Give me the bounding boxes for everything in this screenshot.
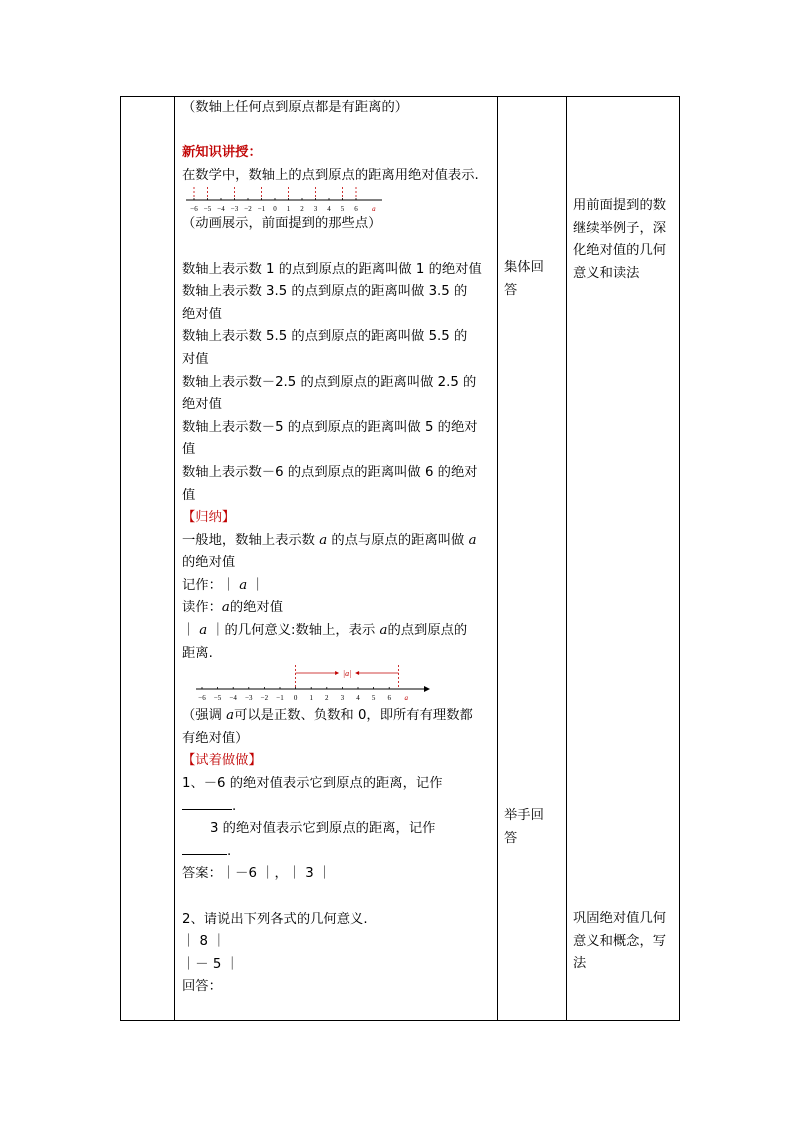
question-2-item: ｜ 8 ｜ — [182, 934, 226, 950]
tick-label: 0 — [273, 205, 277, 214]
variable-a: a — [199, 623, 208, 639]
tick-label: −1 — [257, 205, 266, 214]
example-line: 数轴上表示数－2.5 的点到原点的距离叫做 2.5 的 — [182, 374, 477, 390]
design-note-2 — [573, 908, 666, 976]
intent-text: 用前面提到的数 — [573, 198, 667, 213]
reading-text: 的绝对值 — [229, 600, 284, 616]
geo-text: ｜ — [182, 623, 196, 639]
number-line-1-figure — [184, 187, 384, 213]
summary-heading: 【归纳】 — [182, 510, 236, 526]
variable-a: a — [226, 708, 235, 724]
raise-hand-note — [504, 805, 544, 850]
end-label: a — [404, 694, 409, 703]
collective-answer-note — [504, 257, 544, 302]
tick-label: −6 — [198, 694, 206, 703]
question-2-answer: 回答： — [182, 979, 222, 995]
emphasis-line-2: 有绝对值） — [182, 730, 249, 746]
example-line: 绝对值 — [182, 306, 222, 322]
animation-note: （动画展示，前面提到的那些点） — [182, 216, 382, 232]
tick-label: 2 — [300, 205, 304, 214]
answer-blank[interactable] — [182, 796, 232, 810]
variable-a: a — [221, 600, 230, 616]
example-line: 绝对值 — [182, 397, 222, 413]
example-line: 数轴上表示数 3.5 的点到原点的距离叫做 3.5 的 — [182, 284, 468, 300]
tick-label: −1 — [276, 694, 284, 703]
activity-text: 举手回 — [504, 808, 544, 823]
geometric-meaning-line-2: 距离. — [182, 645, 213, 661]
activity-text: 集体回 — [504, 260, 544, 275]
intro-note: （数轴上任何点到原点都是有距离的） — [182, 100, 409, 115]
tick-label: −5 — [203, 205, 212, 214]
number-line-2 — [182, 665, 493, 705]
intent-text: 巩固绝对值几何 — [573, 911, 667, 926]
student-activity-cell — [498, 97, 566, 1020]
tick-label: −5 — [213, 694, 222, 703]
new-knowledge-heading: 新知识讲授： — [182, 145, 262, 161]
intent-text: 法 — [573, 956, 587, 972]
tick-label: −3 — [245, 694, 253, 703]
example-line: 值 — [182, 442, 196, 458]
geometric-meaning-line — [182, 620, 493, 643]
notation-text: 记作：｜ — [182, 577, 236, 593]
tick-label: −2 — [244, 205, 252, 214]
summary-line — [182, 530, 493, 553]
tick-label: 3 — [340, 694, 345, 703]
variable-a: a — [239, 577, 248, 593]
intent-text: 意义和概念，写 — [573, 933, 667, 949]
definition-line: 在数学中，数轴上的点到原点的距离用绝对值表示. — [182, 167, 479, 183]
intent-text: 化绝对值的几何 — [573, 243, 667, 259]
number-line-2-figure — [196, 665, 436, 703]
intent-text: 意义和读法 — [573, 265, 640, 281]
example-line: 对值 — [182, 351, 209, 367]
intent-text: 继续举例子，深 — [573, 220, 667, 236]
example-line: 数轴上表示数 1 的点到原点的距离叫做 1 的绝对值 — [182, 261, 482, 277]
number-line-1 — [182, 187, 493, 213]
tick-label: −2 — [260, 694, 269, 703]
example-line: 值 — [182, 487, 196, 503]
variable-a: a — [319, 532, 328, 548]
variable-a: a — [468, 532, 477, 548]
question-1-part-2: 3 的绝对值表示它到原点的距离，记作 — [210, 821, 436, 837]
design-intent-cell — [567, 97, 679, 1020]
notation-line — [182, 575, 493, 598]
arrow-head — [335, 671, 339, 675]
axis-arrow — [424, 686, 430, 692]
design-note-1 — [573, 195, 666, 285]
teaching-content-cell — [175, 97, 497, 1020]
tick-label: −6 — [190, 205, 198, 214]
emphasis-line — [182, 705, 493, 728]
tick-label: 5 — [340, 205, 345, 214]
example-line: 数轴上表示数 5.5 的点到原点的距离叫做 5.5 的 — [182, 329, 468, 345]
tick-label: 1 — [309, 694, 313, 703]
question-2: 2、请说出下列各式的几何意义. — [182, 911, 368, 927]
end-label: a — [372, 205, 376, 214]
abs-a-label: |a| — [342, 669, 352, 679]
activity-text: 答 — [504, 282, 518, 298]
tick-label: 3 — [313, 205, 318, 214]
summary-text: 的点与原点的距离叫做 — [327, 532, 469, 548]
tick-label: 4 — [327, 205, 331, 214]
emphasis-text: 可以是正数、负数和 0，即所有有理数都 — [234, 708, 473, 724]
arrow-head — [355, 671, 359, 675]
period: . — [227, 843, 232, 859]
tick-label: 5 — [371, 694, 376, 703]
try-heading: 【试着做做】 — [182, 753, 262, 769]
tick-label: 0 — [293, 694, 298, 703]
question-1-blank-line — [182, 796, 493, 819]
tick-label: −3 — [230, 205, 239, 214]
tick-label: 6 — [354, 205, 358, 214]
tick-label: 4 — [356, 694, 360, 703]
tick-label: 2 — [325, 694, 329, 703]
answer-line: 答案：｜－6 ｜，｜ 3 ｜ — [182, 866, 332, 882]
variable-a: a — [379, 623, 388, 639]
reading-text: 读作： — [182, 600, 222, 616]
reading-line — [182, 597, 493, 620]
question-1-blank-line-2 — [182, 841, 493, 864]
geo-text: ｜的几何意义:数轴上，表示 — [211, 623, 380, 639]
geo-text: 的点到原点的 — [387, 623, 468, 639]
activity-text: 答 — [504, 830, 518, 846]
answer-blank[interactable] — [182, 841, 227, 855]
example-line: 数轴上表示数－6 的点到原点的距离叫做 6 的绝对 — [182, 464, 478, 480]
summary-line-2: 的绝对值 — [182, 555, 236, 571]
lesson-table — [120, 96, 680, 1021]
summary-text: 一般地，数轴上表示数 — [182, 532, 320, 548]
tick-label: −4 — [217, 205, 225, 214]
question-1: 1、－6 的绝对值表示它到原点的距离，记作 — [182, 776, 443, 792]
notation-text: ｜ — [251, 577, 265, 593]
tick-label: 6 — [387, 694, 391, 703]
period: . — [232, 798, 237, 814]
question-2-item: ｜－ 5 ｜ — [182, 956, 239, 972]
tick-label: −4 — [229, 694, 237, 703]
emphasis-text: （强调 — [182, 708, 227, 724]
tick-label: 1 — [286, 205, 291, 214]
example-line: 数轴上表示数－5 的点到原点的距离叫做 5 的绝对 — [182, 419, 478, 435]
